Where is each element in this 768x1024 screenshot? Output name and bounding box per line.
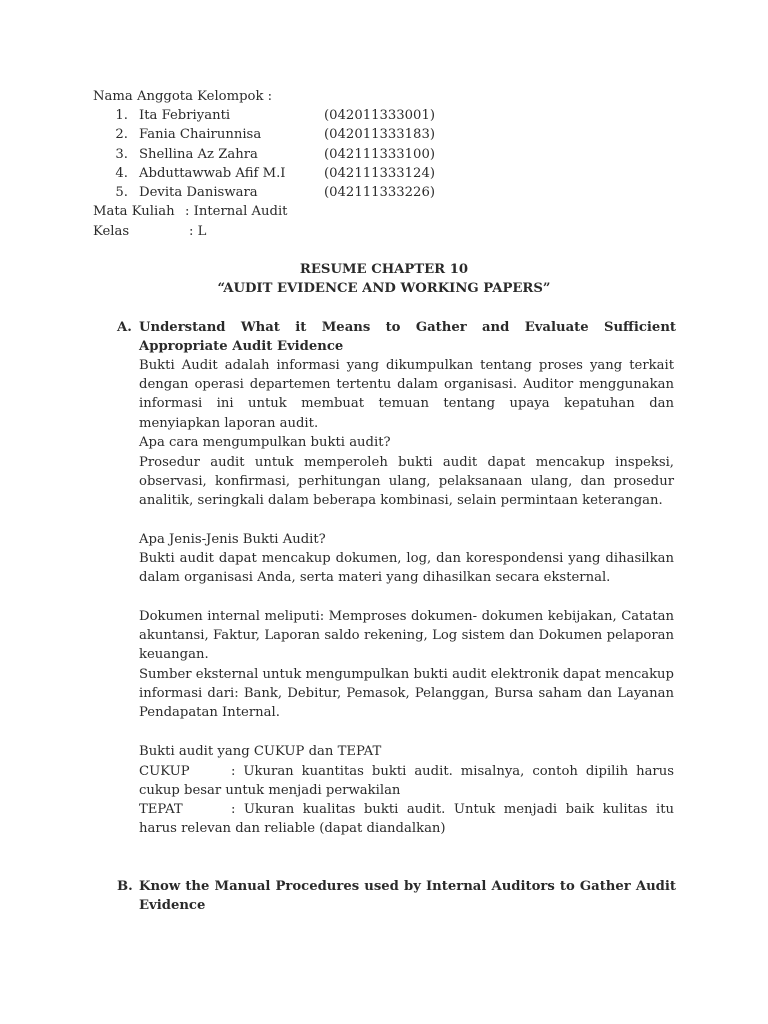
member-id: (042011333183) <box>324 127 435 142</box>
section-a-paragraph: Bukti Audit adalah informasi yang dikumpulkan tentang proses yang terkait dengan operasi departemen tertentu dalam organisasi. Auditor menggunakan informasi ini untuk membuat temuan tentang upaya kepatuhan dan menyiapkan laporan audit. <box>139 358 674 431</box>
section-a-question: Bukti audit yang CUKUP dan TEPAT <box>139 744 382 759</box>
section-a-paragraph: Dokumen internal meliputi: Memproses dokumen- dokumen kebijakan, Catatan akuntansi, Faktur, Laporan saldo rekening, Log sistem dan Dokumen pelaporan keuangan. <box>139 609 674 663</box>
definition-tepat <box>139 800 674 838</box>
section-a-question: Apa Jenis-Jenis Bukti Audit? <box>139 532 326 547</box>
class-label: Kelas <box>93 224 130 239</box>
course-value: : Internal Audit <box>185 204 288 219</box>
section-a-question: Apa cara mengumpulkan bukti audit? <box>139 435 391 450</box>
member-name: Abduttawwab Afif M.I <box>139 166 286 181</box>
section-b-title: Know the Manual Procedures used by Internal Auditors to Gather Audit Evidence <box>139 879 676 914</box>
definition-term: CUKUP <box>139 764 190 779</box>
definition-term: TEPAT <box>139 802 183 817</box>
class-row <box>93 222 493 241</box>
class-value: : L <box>189 224 207 239</box>
member-row <box>0 125 768 144</box>
member-row <box>0 183 768 202</box>
members-label: Nama Anggota Kelompok : <box>93 89 273 104</box>
member-number: 3. <box>115 147 128 162</box>
section-b-letter: B. <box>117 879 133 894</box>
document-title: RESUME CHAPTER 10 <box>299 262 469 277</box>
member-name: Fania Chairunnisa <box>139 127 262 142</box>
member-row <box>0 106 768 125</box>
definition-text: : Ukuran kualitas bukti audit. Untuk menjadi baik kulitas itu harus relevan dan reliable (dapat diandalkan) <box>139 802 674 837</box>
section-a-paragraph: Sumber eksternal untuk mengumpulkan bukti audit elektronik dapat mencakup informasi dari: Bank, Debitur, Pemasok, Pelanggan, Bursa saham dan Layanan Pendapatan Internal. <box>139 667 674 721</box>
definition-cukup <box>139 762 674 800</box>
member-id: (042011333001) <box>324 108 435 123</box>
member-id: (042111333124) <box>324 166 435 181</box>
section-a-paragraph: Prosedur audit untuk memperoleh bukti audit dapat mencakup inspeksi, observasi, konfirmasi, perhitungan ulang, pelaksanaan ulang, dan prosedur analitik, seringkali dalam beberapa kombinasi, selain permintaan keterangan. <box>139 455 674 509</box>
member-number: 5. <box>115 185 128 200</box>
section-a-title: Understand What it Means to Gather and Evaluate Sufficient Appropriate Audit Evidence <box>139 320 676 355</box>
member-number: 1. <box>115 108 128 123</box>
member-name: Devita Daniswara <box>139 185 258 200</box>
member-number: 4. <box>115 166 128 181</box>
section-a-letter: A. <box>117 320 132 335</box>
section-a-paragraph: Bukti audit dapat mencakup dokumen, log, dan korespondensi yang dihasilkan dalam organisasi Anda, serta materi yang dihasilkan secara eksternal. <box>139 551 674 586</box>
member-name: Shellina Az Zahra <box>139 147 258 162</box>
member-row <box>0 145 768 164</box>
document-subtitle: “AUDIT EVIDENCE AND WORKING PAPERS” <box>217 281 551 296</box>
course-label: Mata Kuliah <box>93 204 175 219</box>
definition-text: : Ukuran kuantitas bukti audit. misalnya, contoh dipilih harus cukup besar untuk menjadi perwakilan <box>139 764 674 799</box>
member-number: 2. <box>115 127 128 142</box>
member-row <box>0 164 768 183</box>
member-name: Ita Febriyanti <box>139 108 231 123</box>
member-id: (042111333226) <box>324 185 435 200</box>
member-id: (042111333100) <box>324 147 435 162</box>
course-row <box>93 202 493 221</box>
